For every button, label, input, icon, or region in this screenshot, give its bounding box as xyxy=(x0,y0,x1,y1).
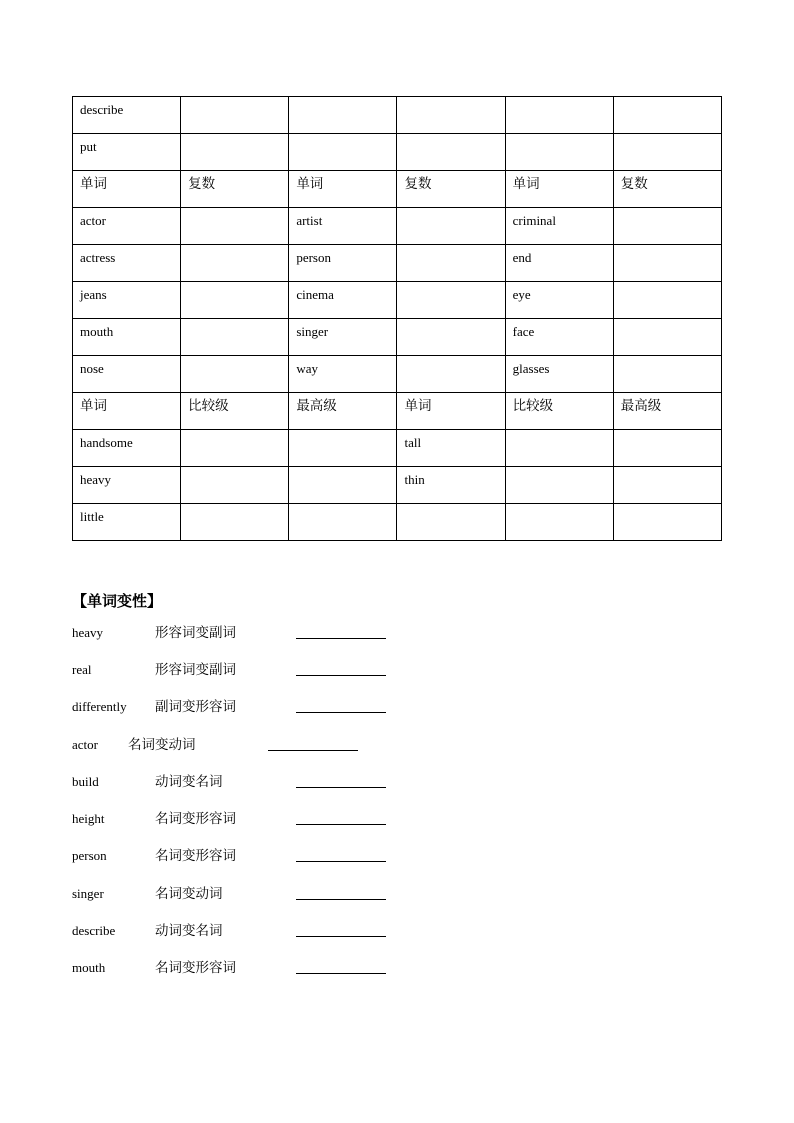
table-row xyxy=(73,393,722,430)
table-cell xyxy=(289,504,397,541)
exercise-word: height xyxy=(72,811,105,826)
table-cell: put xyxy=(73,134,181,171)
exercise-task: 名词变形容词 xyxy=(155,848,236,864)
exercise-task: 动词变名词 xyxy=(155,774,223,790)
table-cell xyxy=(613,504,721,541)
table-cell: 复数 xyxy=(613,171,721,208)
exercise-word: person xyxy=(72,848,107,863)
table-row xyxy=(73,430,722,467)
table-cell: glasses xyxy=(505,356,613,393)
answer-blank[interactable] xyxy=(296,638,386,639)
section-title: 【单词变性】 xyxy=(72,592,163,610)
exercise-word: build xyxy=(72,774,99,789)
table-cell xyxy=(397,319,505,356)
table-cell: way xyxy=(289,356,397,393)
exercise-task: 名词变形容词 xyxy=(155,811,236,827)
table-cell: jeans xyxy=(73,282,181,319)
exercise-word: differently xyxy=(72,699,127,714)
table-row xyxy=(73,245,722,282)
table-cell: singer xyxy=(289,319,397,356)
table-cell xyxy=(613,430,721,467)
table-row xyxy=(73,282,722,319)
table-cell: 单词 xyxy=(73,393,181,430)
exercise-word: actor xyxy=(72,737,98,752)
table-cell: little xyxy=(73,504,181,541)
table-cell: heavy xyxy=(73,467,181,504)
table-cell xyxy=(397,208,505,245)
table-cell xyxy=(397,282,505,319)
exercise-word: singer xyxy=(72,886,104,901)
table-cell: person xyxy=(289,245,397,282)
table-cell xyxy=(181,467,289,504)
table-cell xyxy=(181,245,289,282)
table-cell: cinema xyxy=(289,282,397,319)
table-row xyxy=(73,467,722,504)
word-forms-table xyxy=(72,96,722,541)
table-cell xyxy=(397,97,505,134)
table-cell: actor xyxy=(73,208,181,245)
table-cell: 比较级 xyxy=(505,393,613,430)
table-cell: 比较级 xyxy=(181,393,289,430)
table-cell: 单词 xyxy=(397,393,505,430)
table-cell xyxy=(397,245,505,282)
table-row xyxy=(73,319,722,356)
table-cell: 最高级 xyxy=(613,393,721,430)
table-cell: face xyxy=(505,319,613,356)
table-row xyxy=(73,171,722,208)
table-cell: handsome xyxy=(73,430,181,467)
answer-blank[interactable] xyxy=(296,824,386,825)
table-cell xyxy=(289,467,397,504)
table-row xyxy=(73,208,722,245)
table-cell xyxy=(505,467,613,504)
exercise-task: 名词变形容词 xyxy=(155,960,236,976)
exercise-word: heavy xyxy=(72,625,104,640)
exercise-task: 名词变动词 xyxy=(155,886,223,902)
table-cell xyxy=(289,97,397,134)
table-cell xyxy=(289,134,397,171)
table-row xyxy=(73,134,722,171)
table-cell xyxy=(397,356,505,393)
table-cell: 复数 xyxy=(397,171,505,208)
exercise-task: 名词变动词 xyxy=(128,737,196,753)
table-cell xyxy=(397,504,505,541)
table-cell xyxy=(613,467,721,504)
exercise-word: mouth xyxy=(72,960,106,975)
table-cell xyxy=(181,134,289,171)
table-row xyxy=(73,97,722,134)
table-cell: thin xyxy=(397,467,505,504)
table-cell: eye xyxy=(505,282,613,319)
table-cell: 单词 xyxy=(505,171,613,208)
table-cell xyxy=(181,97,289,134)
table-cell xyxy=(613,97,721,134)
table-cell xyxy=(613,208,721,245)
table-cell: criminal xyxy=(505,208,613,245)
exercise-task: 动词变名词 xyxy=(155,923,223,939)
answer-blank[interactable] xyxy=(296,712,386,713)
table-cell: 最高级 xyxy=(289,393,397,430)
table-row xyxy=(73,356,722,393)
table-cell xyxy=(289,430,397,467)
exercise-word: real xyxy=(72,662,92,677)
answer-blank[interactable] xyxy=(296,787,386,788)
answer-blank[interactable] xyxy=(296,675,386,676)
table-cell: 单词 xyxy=(289,171,397,208)
exercise-word: describe xyxy=(72,923,116,938)
table-cell: 单词 xyxy=(73,171,181,208)
table-cell: describe xyxy=(73,97,181,134)
exercise-task: 形容词变副词 xyxy=(155,625,236,641)
answer-blank[interactable] xyxy=(296,936,386,937)
table-cell xyxy=(613,319,721,356)
table-cell xyxy=(613,134,721,171)
table-cell: mouth xyxy=(73,319,181,356)
table-cell xyxy=(397,134,505,171)
table-cell xyxy=(181,504,289,541)
table-cell xyxy=(505,430,613,467)
table-cell xyxy=(613,245,721,282)
table-cell xyxy=(505,134,613,171)
table-cell: artist xyxy=(289,208,397,245)
table-cell xyxy=(613,282,721,319)
table-cell xyxy=(181,430,289,467)
table-cell: 复数 xyxy=(181,171,289,208)
exercise-task: 副词变形容词 xyxy=(155,699,236,715)
answer-blank[interactable] xyxy=(268,750,358,751)
table-cell: tall xyxy=(397,430,505,467)
table-cell xyxy=(181,319,289,356)
table-cell xyxy=(505,504,613,541)
table-cell xyxy=(613,356,721,393)
answer-blank[interactable] xyxy=(296,973,386,974)
table-cell xyxy=(181,208,289,245)
table-cell xyxy=(181,282,289,319)
word-forms-table-body xyxy=(73,97,722,541)
table-row xyxy=(73,504,722,541)
exercise-task: 形容词变副词 xyxy=(155,662,236,678)
table-cell: nose xyxy=(73,356,181,393)
table-cell xyxy=(181,356,289,393)
table-cell: end xyxy=(505,245,613,282)
table-cell xyxy=(505,97,613,134)
answer-blank[interactable] xyxy=(296,899,386,900)
table-cell: actress xyxy=(73,245,181,282)
answer-blank[interactable] xyxy=(296,861,386,862)
